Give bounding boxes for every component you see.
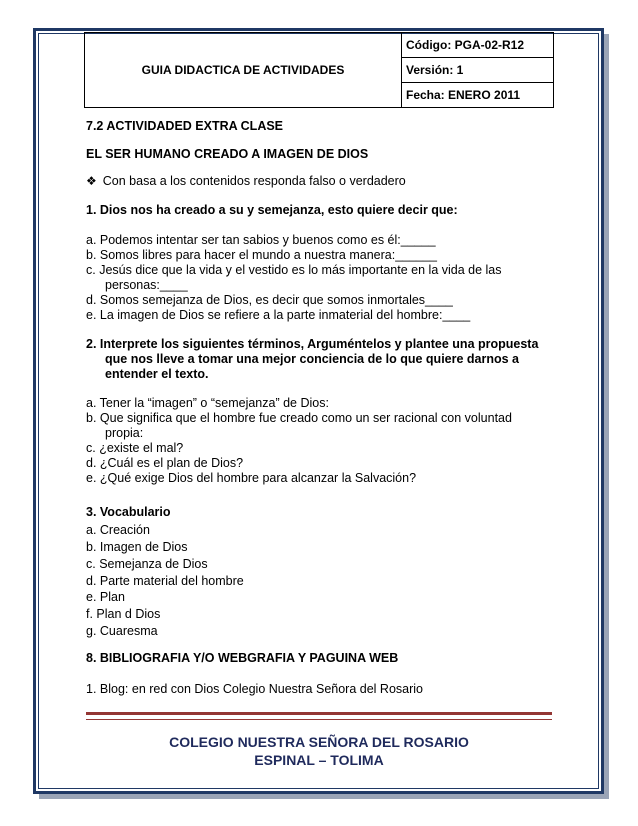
page-border-shadow-right <box>604 34 609 799</box>
diamond-bullet-icon: ❖ <box>86 174 97 188</box>
q2-heading-line3: entender el texto. <box>105 367 209 381</box>
q2-item-d: d. ¿Cuál es el plan de Dios? <box>86 456 244 470</box>
q2-heading-line2: que nos lleve a tomar una mejor conciencia de lo que quiere darnos a <box>105 352 520 366</box>
instruction-line <box>86 174 406 189</box>
header-table <box>84 32 554 108</box>
q2-item-a: a. Tener la “imagen” o “semejanza” de Dios: <box>86 396 329 410</box>
q1-option-b: b. Somos libres para hacer el mundo a nuestra manera:______ <box>86 248 437 262</box>
q1-option-d: d. Somos semejanza de Dios, es decir que somos inmortales____ <box>86 293 453 307</box>
vocab-item: b. Imagen de Dios <box>86 540 188 554</box>
q2-item-e: e. ¿Qué exige Dios del hombre para alcanzar la Salvación? <box>86 471 417 485</box>
q1-option-c-cont: personas:____ <box>105 278 188 292</box>
instruction-text: Con basa a los contenidos responda falso o verdadero <box>102 174 406 188</box>
document-title: GUIA DIDACTICA DE ACTIVIDADES <box>85 33 402 108</box>
vocab-item: a. Creación <box>86 523 150 537</box>
q2-item-b: b. Que significa que el hombre fue creado como un ser racional con voluntad <box>86 411 512 425</box>
activity-title: 7.2 ACTIVIDADED EXTRA CLASE <box>86 119 284 133</box>
topic-title: EL SER HUMANO CREADO A IMAGEN DE DIOS <box>86 147 369 161</box>
footer-school-name: COLEGIO NUESTRA SEÑORA DEL ROSARIO <box>169 734 469 750</box>
document-version: Versión: 1 <box>402 58 554 83</box>
document-date: Fecha: ENERO 2011 <box>402 83 554 108</box>
page-border-shadow-bottom <box>39 794 609 799</box>
q2-item-b-cont: propia: <box>105 426 144 440</box>
q2-heading-line1: 2. Interprete los siguientes términos, Arguméntelos y plantee una propuesta <box>86 337 539 351</box>
q1-option-e: e. La imagen de Dios se refiere a la parte inmaterial del hombre:____ <box>86 308 471 322</box>
q1-heading: 1. Dios nos ha creado a su y semejanza, esto quiere decir que: <box>86 203 458 217</box>
vocab-item: e. Plan <box>86 590 125 604</box>
q1-option-c: c. Jesús dice que la vida y el vestido es lo más importante en la vida de las <box>86 263 502 277</box>
bibliography-item: 1. Blog: en red con Dios Colegio Nuestra Señora del Rosario <box>86 682 423 696</box>
vocab-item: g. Cuaresma <box>86 624 158 638</box>
q1-option-a: a. Podemos intentar ser tan sabios y buenos como es él:_____ <box>86 233 436 247</box>
document-code: Código: PGA-02-R12 <box>402 33 554 58</box>
vocab-item: c. Semejanza de Dios <box>86 557 208 571</box>
vocab-item: d. Parte material del hombre <box>86 574 244 588</box>
q2-item-c: c. ¿existe el mal? <box>86 441 184 455</box>
footer-location: ESPINAL – TOLIMA <box>254 752 384 768</box>
q3-heading: 3. Vocabulario <box>86 505 171 519</box>
footer-divider <box>86 712 552 720</box>
vocab-item: f. Plan d Dios <box>86 607 161 621</box>
bibliography-heading: 8. BIBLIOGRAFIA Y/O WEBGRAFIA Y PAGUINA WEB <box>86 651 399 665</box>
